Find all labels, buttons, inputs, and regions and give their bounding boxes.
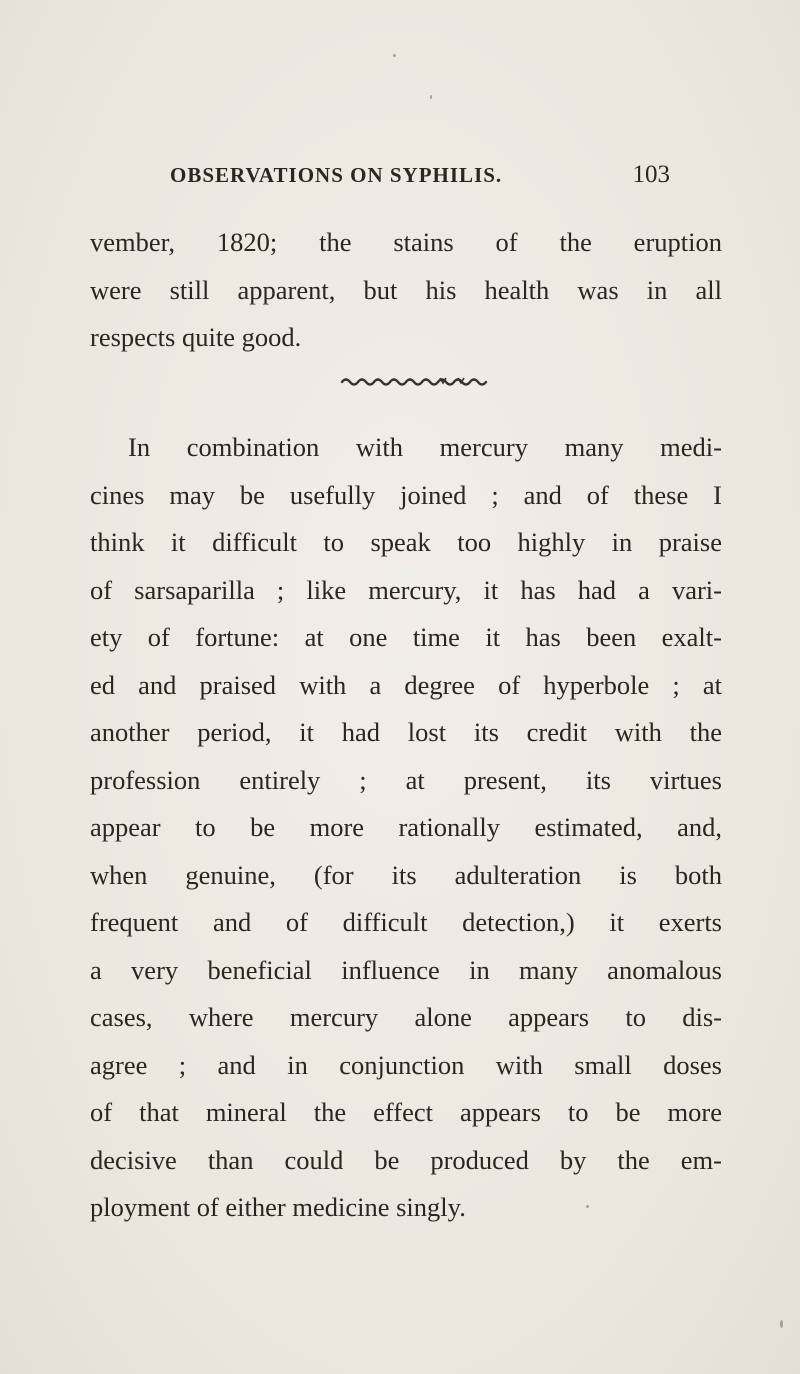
text-line: agree ; and in conjunction with small doses xyxy=(90,1049,722,1080)
paper-speck xyxy=(430,95,432,99)
paragraph-case-conclusion xyxy=(90,219,722,362)
text-line: when genuine, (for its adulteration is both xyxy=(90,859,722,890)
wavy-divider-icon xyxy=(340,374,490,388)
text-line: a very beneficial influence in many anomalous xyxy=(90,954,722,985)
running-title: OBSERVATIONS ON SYPHILIS. xyxy=(170,163,503,187)
text-line: In combination with mercury many medi- xyxy=(128,432,722,462)
text-line: ed and praised with a degree of hyperbole ; at xyxy=(90,669,722,700)
paragraph-sarsaparilla xyxy=(90,424,722,1232)
paper-speck xyxy=(586,1205,589,1208)
text-line: cases, where mercury alone appears to dis- xyxy=(90,1002,722,1032)
text-line: of sarsaparilla ; like mercury, it has had a vari- xyxy=(90,574,722,605)
paper-speck xyxy=(393,54,396,57)
text-line: of that mineral the effect appears to be more xyxy=(90,1097,722,1127)
text-line: another period, it had lost its credit with the xyxy=(90,717,722,747)
paper-speck xyxy=(780,1320,783,1328)
text-line: decisive than could be produced by the em- xyxy=(90,1144,722,1175)
text-line: were still apparent, but his health was in all xyxy=(90,274,722,305)
text-line: vember, 1820; the stains of the eruption xyxy=(90,227,722,257)
text-line: respects quite good. xyxy=(90,322,302,352)
text-line: ety of fortune: at one time it has been exalt- xyxy=(90,622,722,652)
running-head xyxy=(170,163,670,193)
page-number: 103 xyxy=(632,161,670,188)
text-line: frequent and of difficult detection,) it exerts xyxy=(90,907,722,937)
text-line: appear to be more rationally estimated, and, xyxy=(90,812,722,842)
text-line: ployment of either medicine singly. xyxy=(90,1192,466,1222)
text-line: cines may be usefully joined ; and of these I xyxy=(90,479,722,510)
text-line: profession entirely ; at present, its virtues xyxy=(90,764,722,795)
text-line: think it difficult to speak too highly in praise xyxy=(90,527,722,557)
